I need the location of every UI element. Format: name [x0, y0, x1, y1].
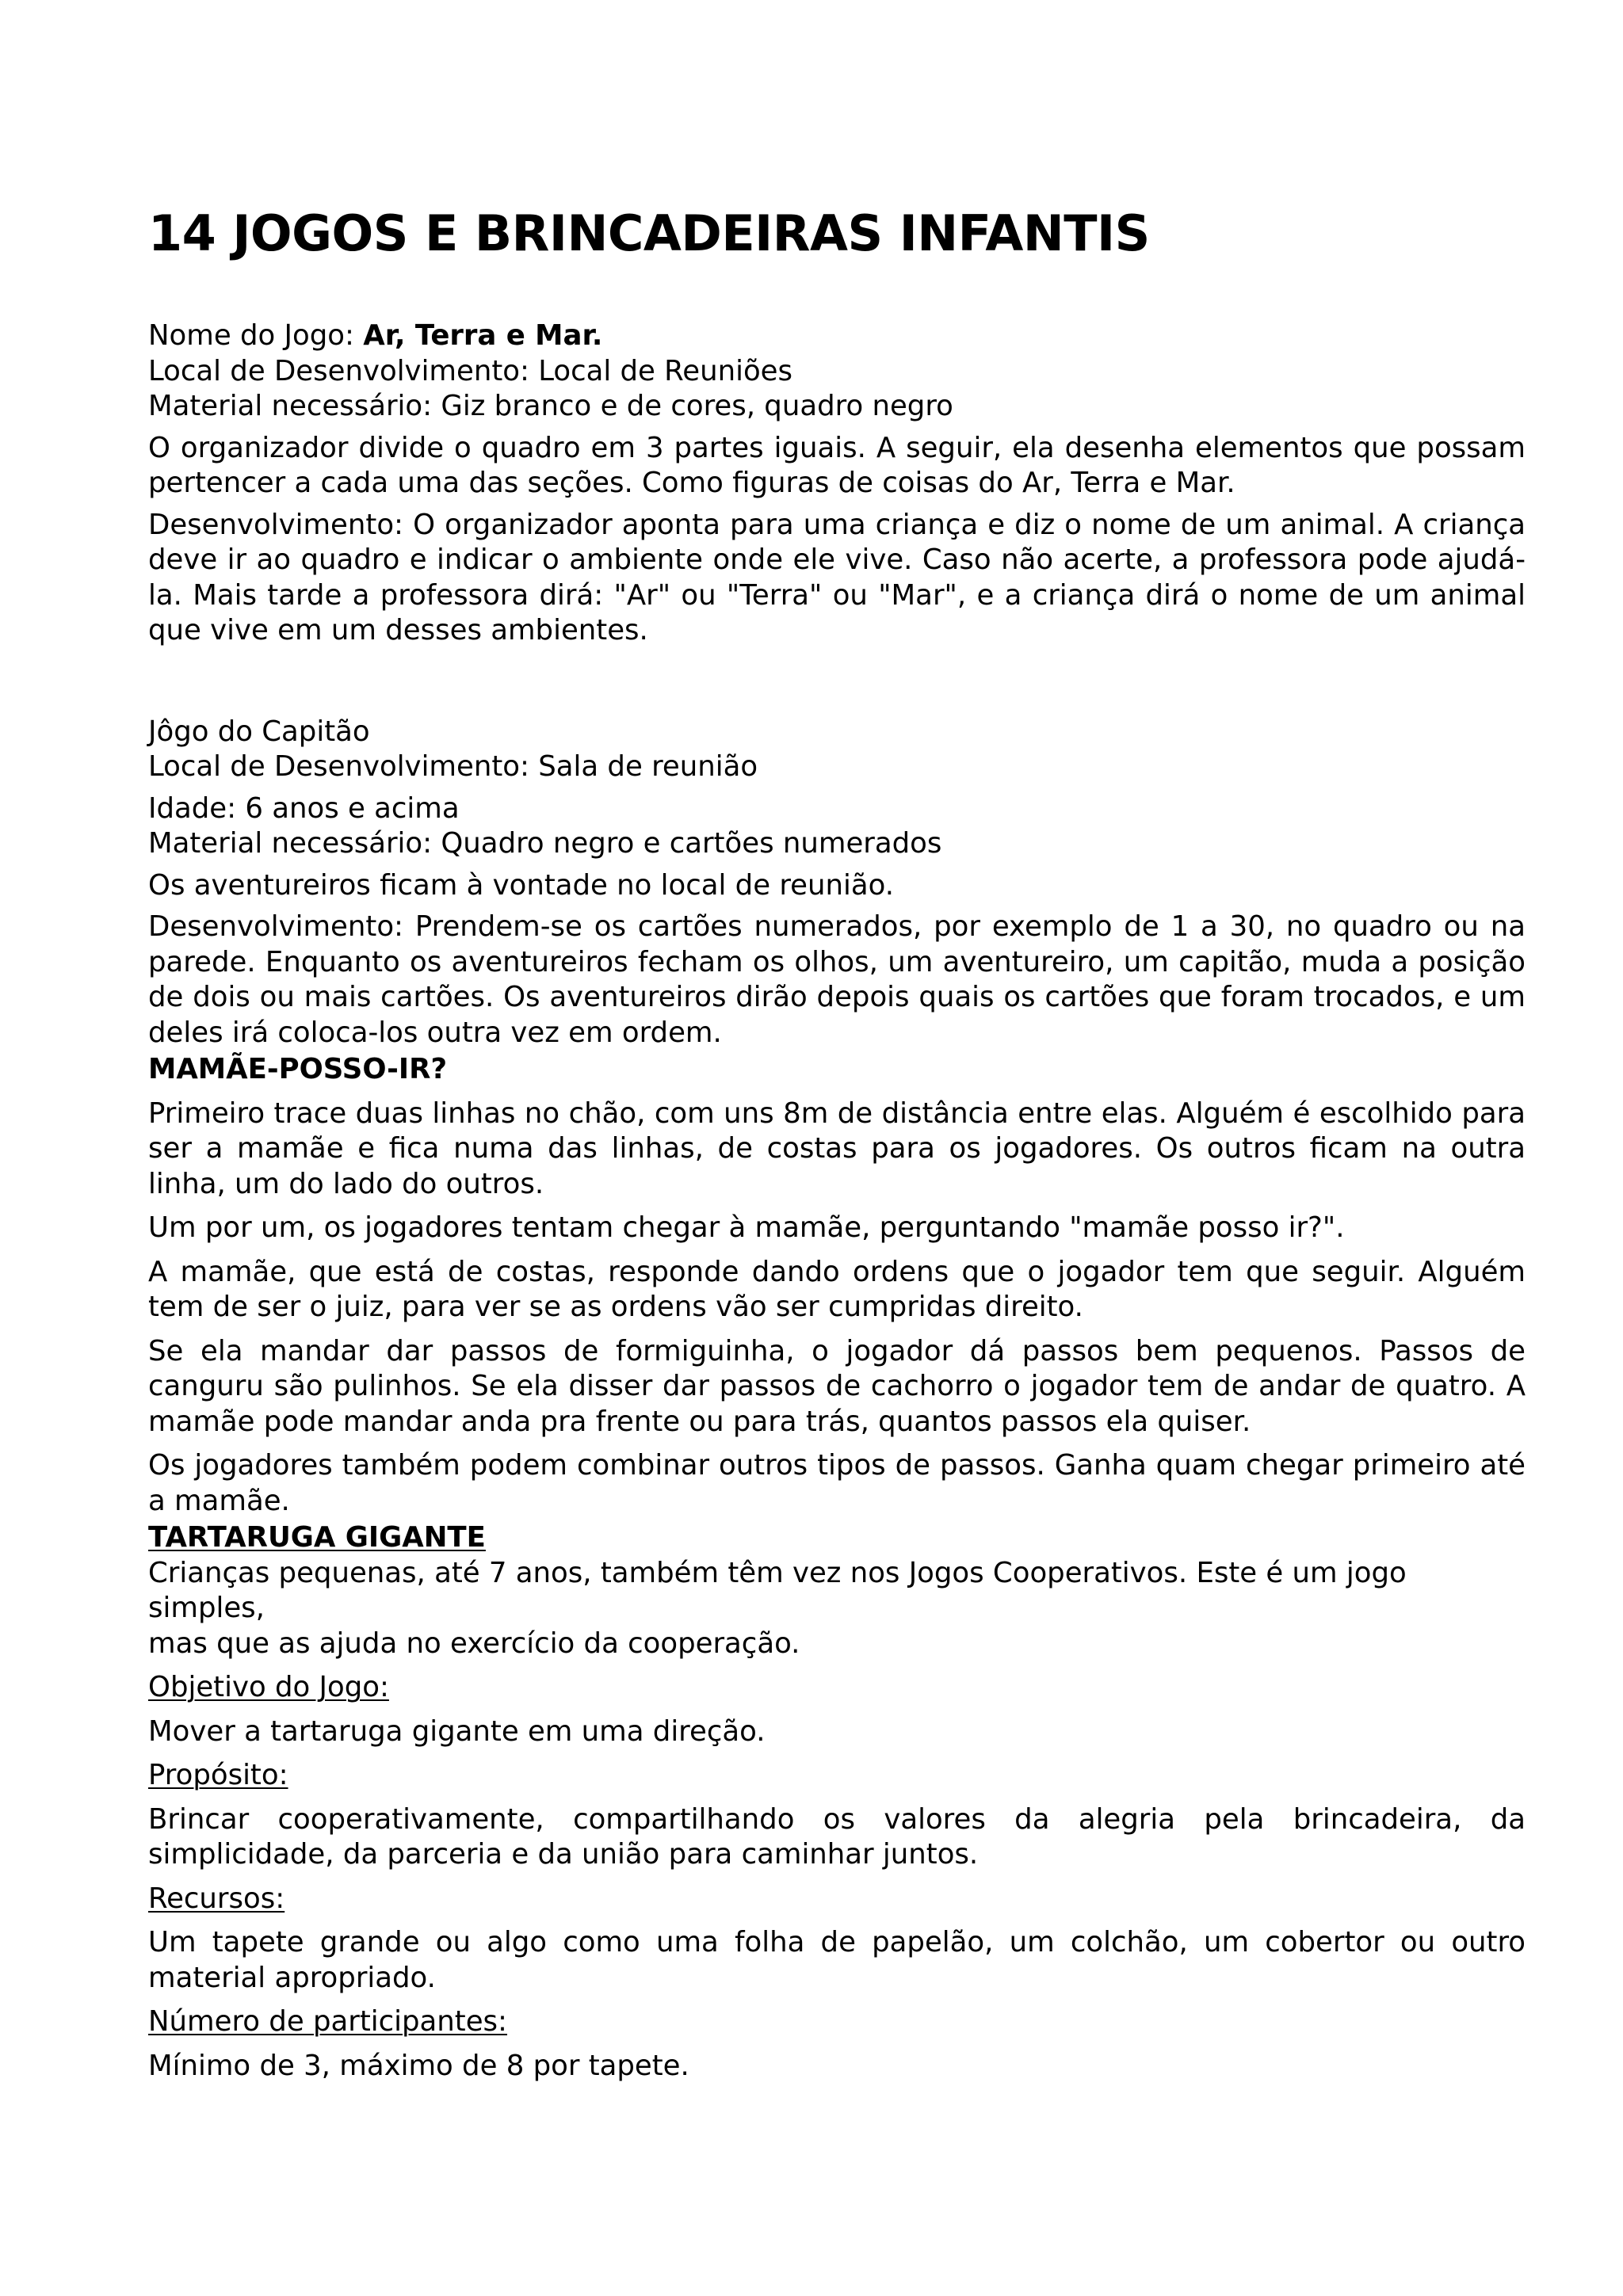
game3-paragraph-2: Um por um, os jogadores tentam chegar à mamãe, perguntando "mamãe posso ir?". [148, 1211, 1345, 1244]
game2-intro: Os aventureiros ficam à vontade no local de reunião. [148, 868, 894, 902]
game4-intro-line-1: Crianças pequenas, até 7 anos, também têm vez nos Jogos Cooperativos. Este é um jogo simples, [148, 1556, 1407, 1624]
game1-intro: O organizador divide o quadro em 3 partes iguais. A seguir, ela desenha elementos que possam pertencer a cada uma das seções. Como figuras de coisas do Ar, Terra e Mar. [148, 431, 1526, 499]
document-body [148, 318, 1526, 2084]
game4-objective-label: Objetivo do Jogo: [148, 1671, 389, 1703]
game1-local: Local de Desenvolvimento: Local de Reuniões [148, 354, 793, 387]
game4-participants-label: Número de participantes: [148, 2005, 508, 2038]
game1-name-line [148, 318, 1526, 354]
game3-heading: MAMÃE-POSSO-IR? [148, 1053, 448, 1085]
game4-purpose-label-line [148, 1758, 1526, 1794]
game3-paragraph-4: Se ela mandar dar passos de formiguinha, o jogador dá passos bem pequenos. Passos de canguru são pulinhos. Se ela disser dar passos de cachorro o jogador tem de andar de quatro. A mamãe pode mandar anda pra frente ou para trás, quantos passos ela quiser. [148, 1334, 1526, 1438]
game3-paragraph-5: Os jogadores também podem combinar outros tipos de passos. Ganha quam chegar primeiro até a mamãe. [148, 1449, 1526, 1517]
game4-intro-line-2: mas que as ajuda no exercício da cooperação. [148, 1627, 800, 1660]
game3-paragraph-3: A mamãe, que está de costas, responde dando ordens que o jogador tem que seguir. Alguém tem de ser o juiz, para ver se as ordens vão ser cumpridas direito. [148, 1255, 1526, 1323]
game2-material: Material necessário: Quadro negro e cartões numerados [148, 827, 942, 860]
page-title: 14 JOGOS E BRINCADEIRAS INFANTIS [148, 204, 1150, 262]
game1-material: Material necessário: Giz branco e de cores, quadro negro [148, 390, 953, 422]
game4-resources-label: Recursos: [148, 1882, 285, 1915]
game3-paragraph-1: Primeiro trace duas linhas no chão, com uns 8m de distância entre elas. Alguém é escolhido para ser a mamãe e fica numa das linhas, de costas para os jogadores. Os outros ficam na outra linha, um do lado do outros. [148, 1097, 1526, 1200]
game4-objective: Mover a tartaruga gigante em uma direção. [148, 1714, 766, 1748]
game4-purpose-label: Propósito: [148, 1759, 288, 1791]
game2-name: Jôgo do Capitão [148, 715, 370, 748]
game4-heading: TARTARUGA GIGANTE [148, 1521, 486, 1554]
game4-purpose: Brincar cooperativamente, compartilhando os valores da alegria pela brincadeira, da simplicidade, da parceria e da união para caminhar juntos. [148, 1802, 1526, 1871]
game4-participants: Mínimo de 3, máximo de 8 por tapete. [148, 2049, 689, 2082]
game2-age: Idade: 6 anos e acima [148, 791, 460, 825]
game4-resources: Um tapete grande ou algo como uma folha de papelão, um colchão, um cobertor ou outro material apropriado. [148, 1926, 1526, 1994]
game4-heading-line [148, 1520, 1526, 1556]
game1-development: Desenvolvimento: O organizador aponta para uma criança e diz o nome de um animal. A criança deve ir ao quadro e indicar o ambiente onde ele vive. Caso não acerte, a professora pode ajudá-la. Mais tarde a professora dirá: "Ar" ou "Terra" ou "Mar", e a criança dirá o nome de um animal que vive em um desses ambientes. [148, 508, 1526, 646]
document-page [148, 0, 1526, 2296]
game1-name-value: Ar, Terra e Mar. [363, 319, 603, 352]
game4-participants-label-line [148, 2004, 1526, 2040]
game2-local: Local de Desenvolvimento: Sala de reunião [148, 750, 758, 783]
game4-objective-label-line [148, 1670, 1526, 1706]
game4-resources-label-line [148, 1882, 1526, 1917]
game1-name-label: Nome do Jogo: [148, 319, 364, 352]
game2-development: Desenvolvimento: Prendem-se os cartões numerados, por exemplo de 1 a 30, no quadro ou na parede. Enquanto os aventureiros fecham os olhos, um aventureiro, um capitão, muda a posição de dois ou mais cartões. Os aventureiros dirão depois quais os cartões que foram trocados, e um deles irá coloca-los outra vez em ordem. [148, 910, 1526, 1049]
